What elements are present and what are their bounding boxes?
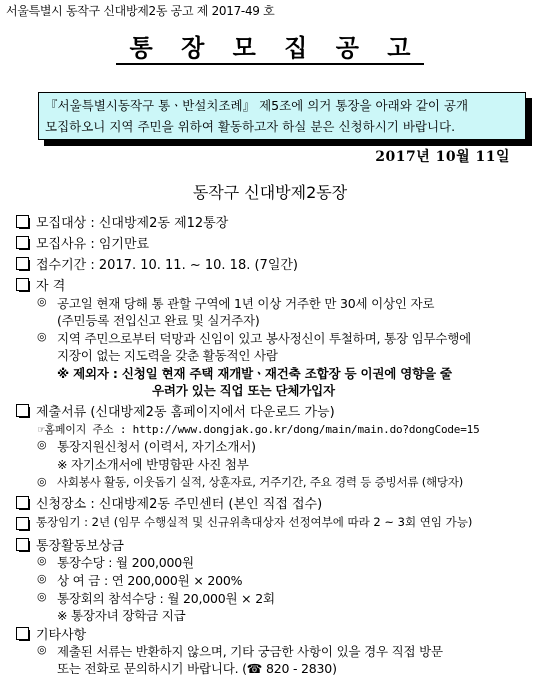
homepage-link[interactable]: ☞홈페이지 주소 : http://www.dongjak.go.kr/dong/main/main.do?dongCode=15 [38, 423, 480, 436]
pay-1: 통장수당 : 월 200,000원 [57, 555, 194, 570]
bullet-icon: ◎ [37, 590, 47, 603]
section-documents: 제출서류 (신대방제2동 홈페이지에서 다운로드 가능) [36, 405, 335, 420]
notice-number: 서울특별시 동작구 신대방제2동 공고 제 2017-49 호 [6, 4, 275, 18]
qual-1-line-1: 공고일 현재 당해 통 관할 구역에 1년 이상 거주한 만 30세 이상인 자로 [57, 296, 435, 311]
checkbox-icon [16, 278, 29, 291]
bullet-icon: ◎ [37, 330, 47, 343]
section-compensation: 통장활동보상금 [36, 539, 124, 554]
bullet-icon: ◎ [37, 295, 47, 308]
issuer: 동작구 신대방제2동장 [192, 183, 348, 202]
checkbox-icon [16, 517, 29, 530]
bullet-icon: ◎ [37, 572, 47, 585]
checkbox-icon [16, 496, 29, 509]
bullet-icon: ◎ [37, 475, 47, 488]
checkbox-icon [16, 215, 29, 228]
section-etc: 기타사항 [36, 628, 87, 643]
intro-line-2: 모집하오니 지역 주민을 위하여 활동하고자 하실 분은 신청하시기 바랍니다. [45, 119, 456, 134]
pay-note: ※ 통장자녀 장학금 지급 [57, 608, 186, 623]
section-target: 모집대상 : 신대방제2동 제12통장 [36, 216, 229, 231]
exclusion-line-2: 우려가 있는 직업 또는 단체가입자 [152, 383, 335, 398]
bullet-icon: ◎ [37, 554, 47, 567]
notice-date: 2017년 10월 11일 [375, 149, 510, 165]
checkbox-icon [16, 538, 29, 551]
notice-box [38, 92, 526, 140]
pay-3: 통장회의 참석수당 : 월 20,000원 × 2회 [57, 591, 275, 606]
qual-2-line-2: 지장이 없는 지도력을 갖춘 활동적인 사람 [57, 348, 278, 363]
section-term: 통장임기 : 2년 (임무 수행실적 및 신규위촉대상자 선정여부에 따라 2 ~ 3회 연임 가능) [36, 515, 473, 529]
exclusion-line-1: ※ 제외자 : 신청일 현재 주택 재개발ㆍ재건축 조합장 등 이권에 영향을 줄 [57, 366, 452, 381]
etc-line-1: 제출된 서류는 반환하지 않으며, 기타 궁금한 사항이 있을 경우 직접 방문 [57, 644, 443, 659]
doc-1-note: ※ 자기소개서에 반명함판 사진 첨부 [57, 457, 249, 472]
pay-2: 상 여 금 : 연 200,000원 × 200% [57, 573, 243, 588]
page-title-text: 통 장 모 집 공 고 [116, 34, 425, 65]
doc-1: 통장지원신청서 (이력서, 자기소개서) [57, 439, 256, 454]
checkbox-icon [16, 404, 29, 417]
qual-1-line-2: (주민등록 전입신고 완료 및 실거주자) [57, 313, 260, 328]
intro-line-1: 『서울특별시동작구 통ㆍ반설치조례』 제5조에 의거 통장을 아래와 같이 공개 [45, 98, 469, 113]
checkbox-icon [16, 236, 29, 249]
page-title [0, 28, 540, 63]
qual-2-line-1: 지역 주민으로부터 덕망과 신임이 있고 봉사정신이 투철하며, 통장 임무수행에 [57, 331, 471, 346]
bullet-icon: ◎ [37, 438, 47, 451]
section-qualification: 자 격 [36, 279, 66, 294]
etc-line-2: 또는 전화로 문의하시기 바랍니다. (☎ 820 - 2830) [57, 661, 337, 676]
section-reason: 모집사유 : 임기만료 [36, 237, 150, 252]
section-period: 접수기간 : 2017. 10. 11. ~ 10. 18. (7일간) [36, 258, 299, 273]
section-place: 신청장소 : 신대방제2동 주민센터 (본인 직접 접수) [36, 497, 323, 512]
checkbox-icon [16, 627, 29, 640]
checkbox-icon [16, 257, 29, 270]
doc-2: 사회봉사 활동, 이웃돕기 실적, 상훈자료, 거주기간, 주요 경력 등 증빙서류 (해당자) [57, 475, 464, 489]
bullet-icon: ◎ [37, 643, 47, 656]
